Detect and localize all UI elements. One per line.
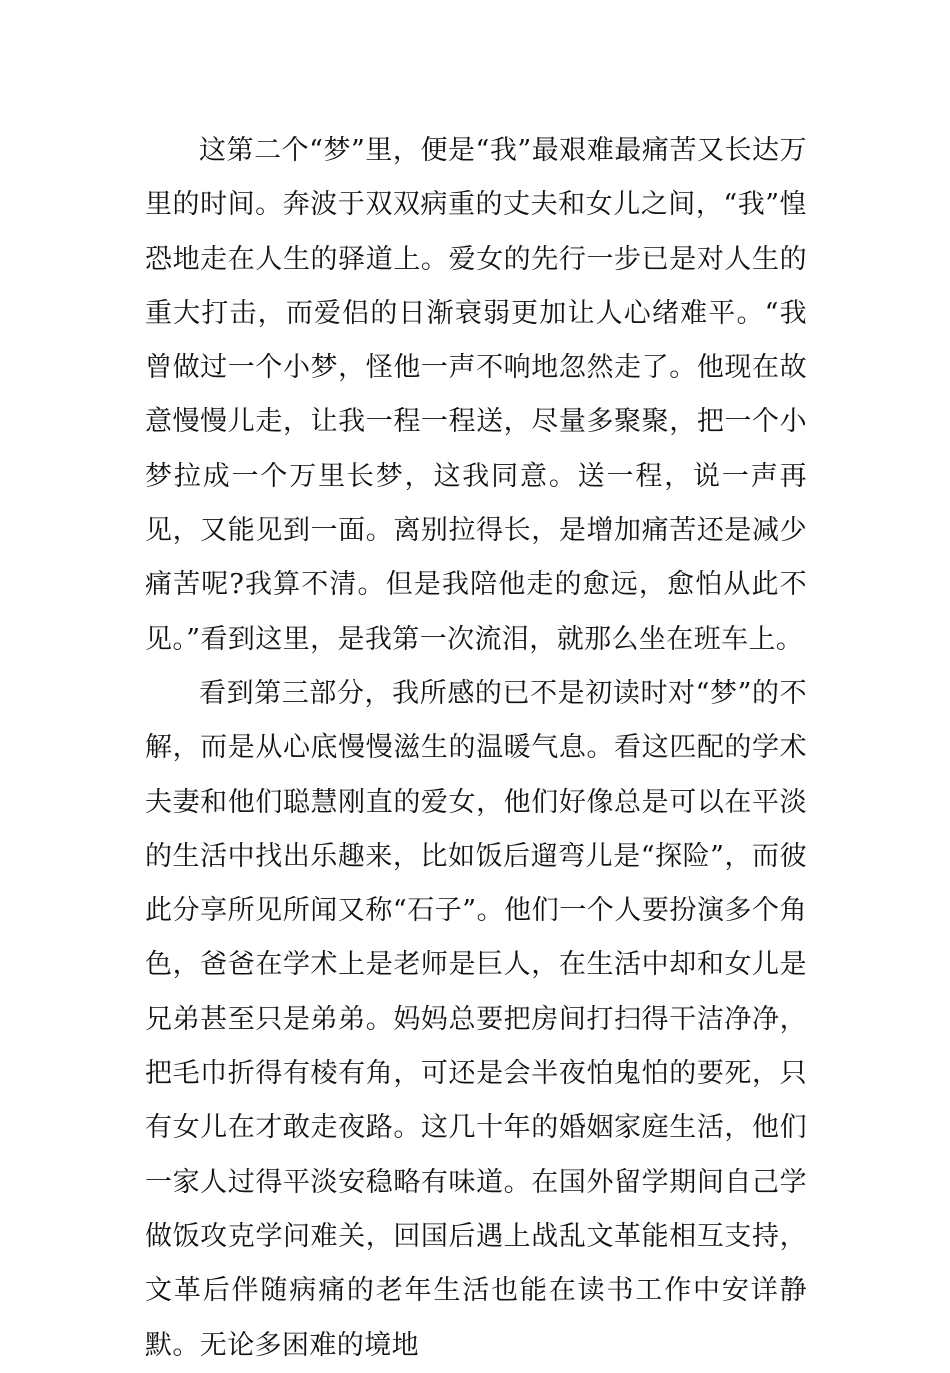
paragraph-2: 看到第三部分，我所感的已不是初读时对“梦”的不解，而是从心底慢慢滋生的温暖气息。看这匹配的学术夫妻和他们聪慧刚直的爱女，他们好像总是可以在平淡的生活中找出乐趣来，比如饭后遛弯儿是“探险”，而彼此分享所见所闻又称“石子”。他们一个人要扮演多个角色，爸爸在学术上是老师是巨人，在生活中却和女儿是兄弟甚至只是弟弟。妈妈总要把房间打扫得干洁净净，把毛巾折得有棱有角，可还是会半夜怕鬼怕的要死，只有女儿在才敢走夜路。这几十年的婚姻家庭生活，他们一家人过得平淡安稳略有味道。在国外留学期间自己学做饭攻克学问难关，回国后遇上战乱文革能相互支持，文革后伴随病痛的老年生活也能在读书工作中安详静默。无论多困难的境地: [145, 677, 807, 1361]
paragraph-1: 这第二个“梦”里，便是“我”最艰难最痛苦又长达万里的时间。奔波于双双病重的丈夫和女儿之间，“我”惶恐地走在人生的驿道上。爱女的先行一步已是对人生的重大打击，而爱侣的日渐衰弱更加让人心绪难平。“我曾做过一个小梦，怪他一声不响地忽然走了。他现在故意慢慢儿走，让我一程一程送，尽量多聚聚，把一个小梦拉成一个万里长梦，这我同意。送一程，说一声再见，又能见到一面。离别拉得长，是增加痛苦还是减少痛苦呢?我算不清。但是我陪他走的愈远，愈怕从此不见。”看到这里，是我第一次流泪，就那么坐在班车上。: [145, 135, 807, 655]
document-body: [145, 124, 807, 1373]
